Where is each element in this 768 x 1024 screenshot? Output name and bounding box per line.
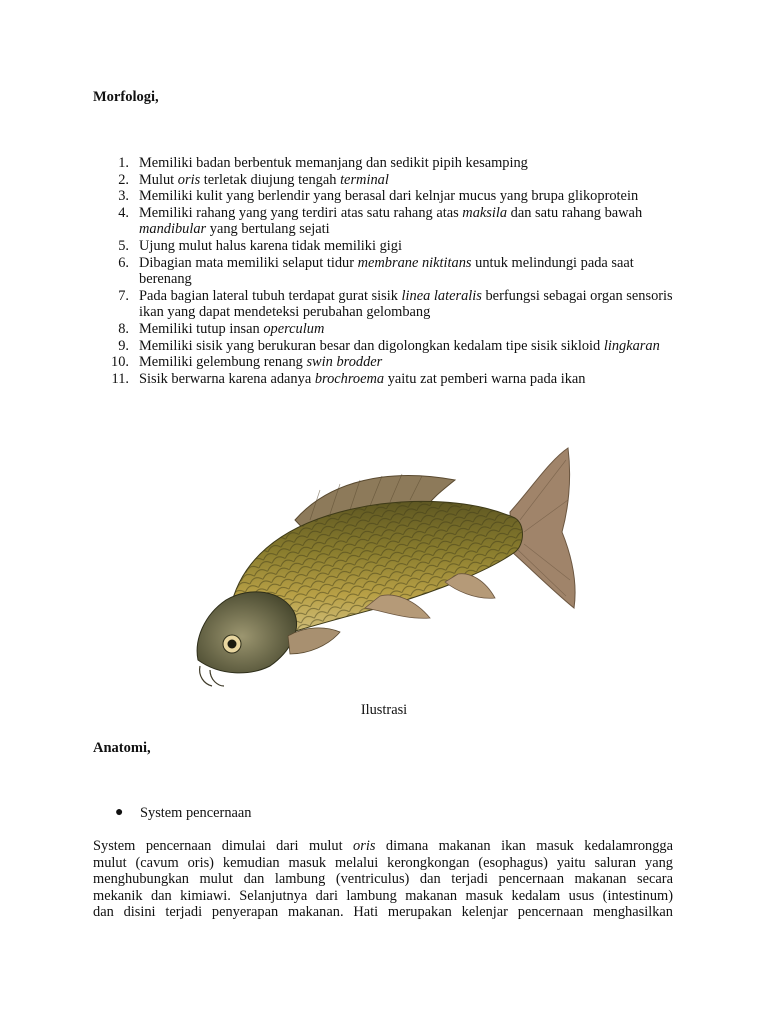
list-number: 4. <box>118 204 129 221</box>
list-text: Memiliki gelembung renang <box>139 354 307 371</box>
list-text: untuk melindungi pada saat berenang <box>139 254 634 288</box>
bullet-text: System pencernaan <box>140 805 252 821</box>
list-number: 7. <box>118 287 129 304</box>
bullet-dot-icon: ● <box>115 805 124 820</box>
list-item <box>93 188 683 205</box>
list-text: Memiliki badan berbentuk memanjang dan sedikit pipih kesamping <box>139 155 528 171</box>
list-text: terletak diujung tengah <box>200 171 341 188</box>
paragraph-line <box>93 855 673 872</box>
italic-term: linea lateralis <box>401 287 482 304</box>
list-text: Pada bagian lateral tubuh terdapat gurat sisik <box>139 287 402 304</box>
list-text: Mulut <box>139 171 178 188</box>
list-text: Memiliki rahang yang yang terdiri atas satu rahang atas <box>139 204 463 221</box>
anatomi-paragraph <box>93 838 673 921</box>
italic-term: oris <box>177 171 201 188</box>
list-text: dan satu rahang bawah <box>507 204 643 221</box>
list-number: 10. <box>111 354 129 371</box>
list-item <box>93 172 683 189</box>
italic-term: brochroema <box>314 370 385 387</box>
paragraph-line <box>93 838 673 855</box>
paragraph-text: System pencernaan dimulai dari mulut <box>93 838 354 854</box>
paragraph-text: mulut (cavum oris) kemudian masuk melalui kerongkongan (esophagus) yaitu saluran yang <box>93 854 673 871</box>
heading-anatomi: Anatomi, <box>93 740 151 756</box>
list-item <box>93 354 683 371</box>
heading-morfologi: Morfologi, <box>93 89 159 105</box>
list-number: 8. <box>118 320 129 337</box>
list-number: 6. <box>118 254 129 271</box>
list-text: Memiliki sisik yang berukuran besar dan digolongkan kedalam tipe sisik sikloid <box>139 337 604 354</box>
fish-drawing <box>190 440 590 696</box>
list-text: yaitu zat pemberi warna pada ikan <box>384 370 586 387</box>
paragraph-text: menghubungkan mulut dan lambung (ventriculus) dan terjadi pencernaan makanan secara <box>93 871 673 888</box>
italic-term: mandibular <box>139 221 207 238</box>
list-number: 3. <box>118 188 129 205</box>
italic-term: oris <box>353 838 376 854</box>
list-item <box>93 338 683 355</box>
list-text: Ujung mulut halus karena tidak memiliki gigi <box>139 237 402 254</box>
list-text: Sisik berwarna karena adanya <box>139 370 315 387</box>
list-number: 9. <box>118 337 129 354</box>
list-text: Dibagian mata memiliki selaput tidur <box>139 254 358 271</box>
list-text: Memiliki kulit yang berlendir yang berasal dari kelnjar mucus yang brupa glikoprotein <box>139 188 639 205</box>
paragraph-line <box>93 888 673 905</box>
list-item <box>93 155 683 172</box>
italic-term: swin brodder <box>306 354 383 371</box>
paragraph-line <box>93 904 673 921</box>
list-item <box>93 255 683 288</box>
paragraph-text: dimana makanan ikan masuk kedalamrongga <box>375 838 674 854</box>
list-item <box>93 238 683 255</box>
paragraph-text: dan disini terjadi penyerapan makanan. Hati merupakan kelenjar pencernaan menghasilkan <box>93 904 673 921</box>
morfologi-list <box>93 155 683 387</box>
carp-fish-illustration <box>190 440 590 696</box>
paragraph-line <box>93 871 673 888</box>
list-number: 1. <box>118 155 129 171</box>
italic-term: lingkaran <box>603 337 660 354</box>
italic-term: membrane niktitans <box>357 254 472 271</box>
list-item <box>93 371 683 388</box>
italic-term: terminal <box>340 171 389 188</box>
list-text: Memiliki tutup insan <box>139 320 264 337</box>
list-text: berfungsi sebagai organ sensoris ikan yang dapat mendeteksi perubahan gelombang <box>139 287 673 321</box>
list-number: 5. <box>118 237 129 254</box>
italic-term: maksila <box>462 204 508 221</box>
figure-caption: Ilustrasi <box>360 702 408 718</box>
list-number: 2. <box>118 171 129 188</box>
list-item <box>93 205 683 238</box>
list-item <box>93 321 683 338</box>
list-item <box>93 288 683 321</box>
paragraph-text: mekanik dan kimiawi. Selanjutnya dari lambung makanan masuk kedalam usus (intestinum) <box>93 887 673 904</box>
list-number: 11. <box>111 370 129 387</box>
list-text: yang bertulang sejati <box>206 221 330 238</box>
italic-term: operculum <box>263 320 325 337</box>
